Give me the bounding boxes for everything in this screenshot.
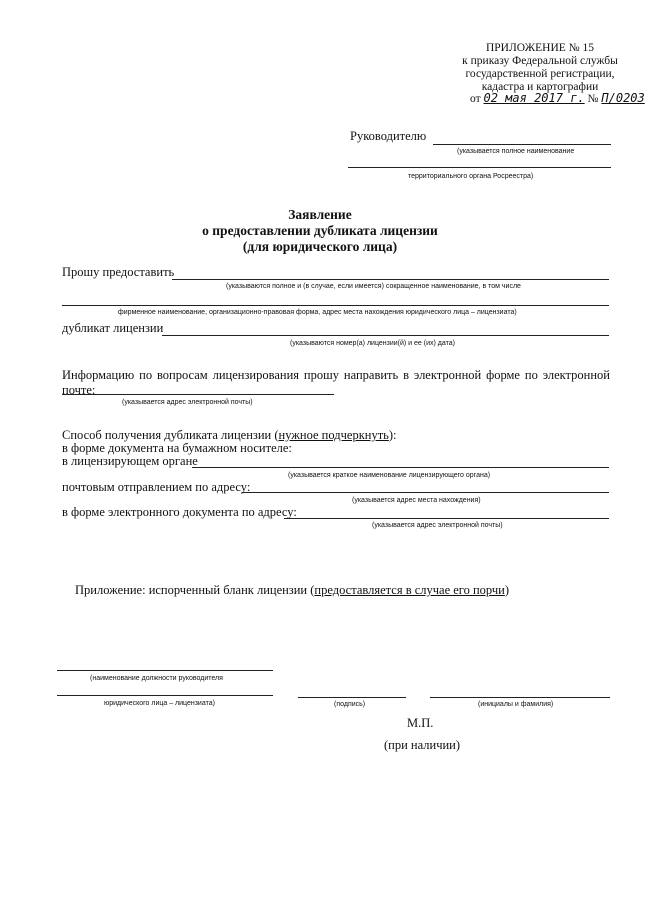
authority-line[interactable] bbox=[192, 467, 609, 468]
position-line[interactable] bbox=[57, 670, 273, 671]
method-label-underlined: нужное подчеркнуть bbox=[278, 428, 389, 442]
name-hint: (инициалы и фамилия) bbox=[478, 701, 554, 708]
addressee-line-2[interactable] bbox=[348, 167, 611, 168]
post-address-hint: (указывается адрес места нахождения) bbox=[352, 497, 481, 504]
addressee-label: Руководителю bbox=[350, 129, 427, 143]
method-option-authority[interactable]: в лицензирующем органе bbox=[62, 454, 198, 468]
method-option-paper[interactable]: в форме документа на бумажном носителе: bbox=[62, 441, 292, 455]
handwritten-date: 02 мая 2017 г. bbox=[483, 91, 585, 105]
appendix-header bbox=[440, 42, 640, 94]
position-line-2[interactable] bbox=[57, 695, 273, 696]
name-line[interactable] bbox=[430, 697, 610, 698]
info-text: Информацию по вопросам лицензирования прошу направить в электронной форме по электронной почте: bbox=[62, 368, 610, 397]
duplicate-hint: (указываются номер(а) лицензии(й) и ее (их) дата) bbox=[290, 340, 455, 347]
request-hint-2: фирменное наименование, организационно-правовая форма, адрес места нахождения юридического лица – лицензиата) bbox=[118, 309, 517, 316]
handwritten-number: П/0203 bbox=[601, 91, 645, 105]
title-line-3: (для юридического лица) bbox=[242, 239, 398, 254]
attachment-text bbox=[75, 583, 509, 598]
duplicate-line[interactable] bbox=[162, 335, 609, 336]
request-label: Прошу предоставить bbox=[62, 265, 175, 279]
authority-hint: (указывается краткое наименование лицензирующего органа) bbox=[288, 472, 491, 479]
seal-label: М.П. bbox=[407, 716, 434, 730]
method-option-electronic[interactable]: в форме электронного документа по адресу: bbox=[62, 505, 297, 519]
request-hint-1: (указываются полное и (в случае, если имеется) сокращенное наименование, в том числе bbox=[226, 283, 521, 290]
attachment-suffix: ) bbox=[504, 583, 510, 597]
seal-note: (при наличии) bbox=[384, 738, 461, 752]
method-option-post[interactable]: почтовым отправлением по адресу: bbox=[62, 480, 251, 494]
addressee-hint-2: территориального органа Росреестра) bbox=[408, 173, 534, 180]
signature-line[interactable] bbox=[298, 697, 406, 698]
method-label-suffix: ): bbox=[388, 428, 397, 442]
attachment-prefix: Приложение: испорченный бланк лицензии ( bbox=[75, 583, 315, 597]
appendix-service-line: государственной регистрации, bbox=[465, 68, 615, 80]
appendix-number: ПРИЛОЖЕНИЕ № 15 bbox=[485, 42, 594, 54]
addressee-line[interactable] bbox=[433, 144, 611, 145]
method-label-prefix: Способ получения дубликата лицензии ( bbox=[62, 428, 279, 442]
title-line-1: Заявление bbox=[288, 207, 352, 222]
appendix-order-line: к приказу Федеральной службы bbox=[462, 55, 618, 67]
attachment-underlined: предоставляется в случае его порчи bbox=[314, 583, 505, 597]
title-line-2: о предоставлении дубликата лицензии bbox=[202, 223, 438, 238]
addressee-hint-1: (указывается полное наименование bbox=[457, 148, 575, 155]
document-title bbox=[170, 207, 470, 255]
signature-hint: (подпись) bbox=[334, 701, 366, 708]
position-hint-1: (наименование должности руководителя bbox=[90, 675, 223, 682]
appendix-date-line bbox=[470, 92, 645, 106]
electronic-address-hint: (указывается адрес электронной почты) bbox=[372, 522, 503, 529]
position-hint-2: юридического лица – лицензиата) bbox=[104, 700, 215, 707]
number-prefix: № bbox=[587, 93, 599, 105]
post-address-line[interactable] bbox=[242, 492, 609, 493]
appendix-cadastre-line: кадастра и картографии bbox=[481, 81, 599, 93]
request-line[interactable] bbox=[172, 279, 609, 280]
duplicate-label: дубликат лицензии bbox=[62, 321, 164, 335]
electronic-address-line[interactable] bbox=[284, 518, 609, 519]
info-email-hint: (указывается адрес электронной почты) bbox=[122, 399, 253, 406]
request-line-2[interactable] bbox=[62, 305, 609, 306]
info-email-line[interactable] bbox=[62, 394, 334, 395]
date-prefix: от bbox=[470, 93, 481, 105]
